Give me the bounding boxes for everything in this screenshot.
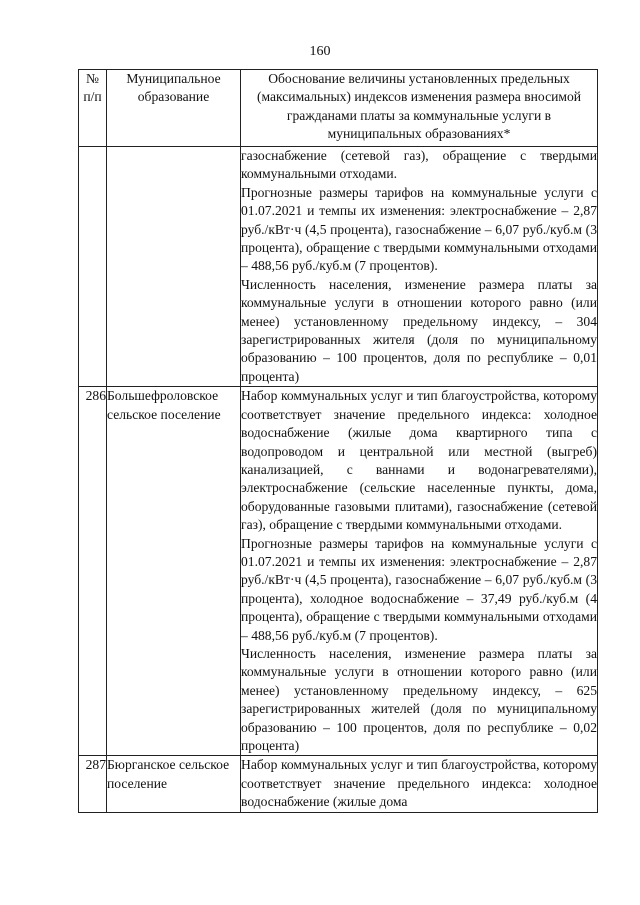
row-municipality xyxy=(107,147,241,387)
table-row xyxy=(79,147,598,387)
paragraph: Прогнозные размеры тарифов на коммунальные услуги с 01.07.2021 и темпы их изменения: электроснабжение – 2,87 руб./кВт·ч (4,5 процента), газоснабжение – 6,07 руб./куб.м (3 процента), обращение с твердыми коммунальными отходами – 488,56 руб./куб.м (7 процентов). xyxy=(241,184,597,274)
row-justification xyxy=(241,756,598,812)
row-number: 287 xyxy=(79,756,107,812)
paragraph: Набор коммунальных услуг и тип благоустройства, которому соответствует значение предельного индекса: холодное водоснабжение (жилые дома квартирного типа с водопроводом и центральной или местной (выгреб) канализацией, с ваннами и водонагревателями), электроснабжение (сельские населенные пункты, дома, оборудованные газовыми плитами), газоснабжение (сетевой газ), обращение с твердыми коммунальными отходами. xyxy=(241,388,597,533)
paragraph: Численность населения, изменение размера платы за коммунальные услуги в отношении которого равно (или менее) установленному предельному индексу, – 625 зарегистрированных жителей (доля по муниципальному образованию – 100 процентов, доля по республике – 0,02 процента) xyxy=(241,645,597,753)
row-justification xyxy=(241,147,598,387)
table-row xyxy=(79,756,598,812)
header-justification: Обоснование величины установленных предельных (максимальных) индексов изменения размера вносимой гражданами платы за коммунальные услуги в муниципальных образованиях* xyxy=(241,70,598,147)
row-number: 286 xyxy=(79,387,107,756)
page-number: 160 xyxy=(309,44,331,59)
paragraph: Набор коммунальных услуг и тип благоустройства, которому соответствует значение предельного индекса: холодное водоснабжение (жилые дома xyxy=(241,757,597,810)
tariff-index-table xyxy=(78,69,598,813)
paragraph: Прогнозные размеры тарифов на коммунальные услуги с 01.07.2021 и темпы их изменения: электроснабжение – 2,87 руб./кВт·ч (4,5 процента), газоснабжение – 6,07 руб./куб.м (3 процента), холодное водоснабжение – 37,49 руб./куб.м (4 процента), обращение с твердыми коммунальными отходами – 488,56 руб./куб.м (7 процентов). xyxy=(241,535,597,643)
header-number: № п/п xyxy=(79,70,107,147)
row-municipality: Большефроловское сельское поселение xyxy=(107,387,241,756)
table-row xyxy=(79,387,598,756)
row-number xyxy=(79,147,107,387)
paragraph: Численность населения, изменение размера платы за коммунальные услуги в отношении которого равно (или менее) установленному предельному индексу, – 304 зарегистрированных жителя (доля по муниципальному образованию – 100 процентов, доля по республике – 0,01 процента) xyxy=(241,276,597,384)
paragraph: газоснабжение (сетевой газ), обращение с твердыми коммунальными отходами. xyxy=(241,148,597,182)
row-municipality: Бюрганское сельское поселение xyxy=(107,756,241,812)
table-header-row xyxy=(79,70,598,147)
row-justification xyxy=(241,387,598,756)
header-municipality: Муниципальное образование xyxy=(107,70,241,147)
